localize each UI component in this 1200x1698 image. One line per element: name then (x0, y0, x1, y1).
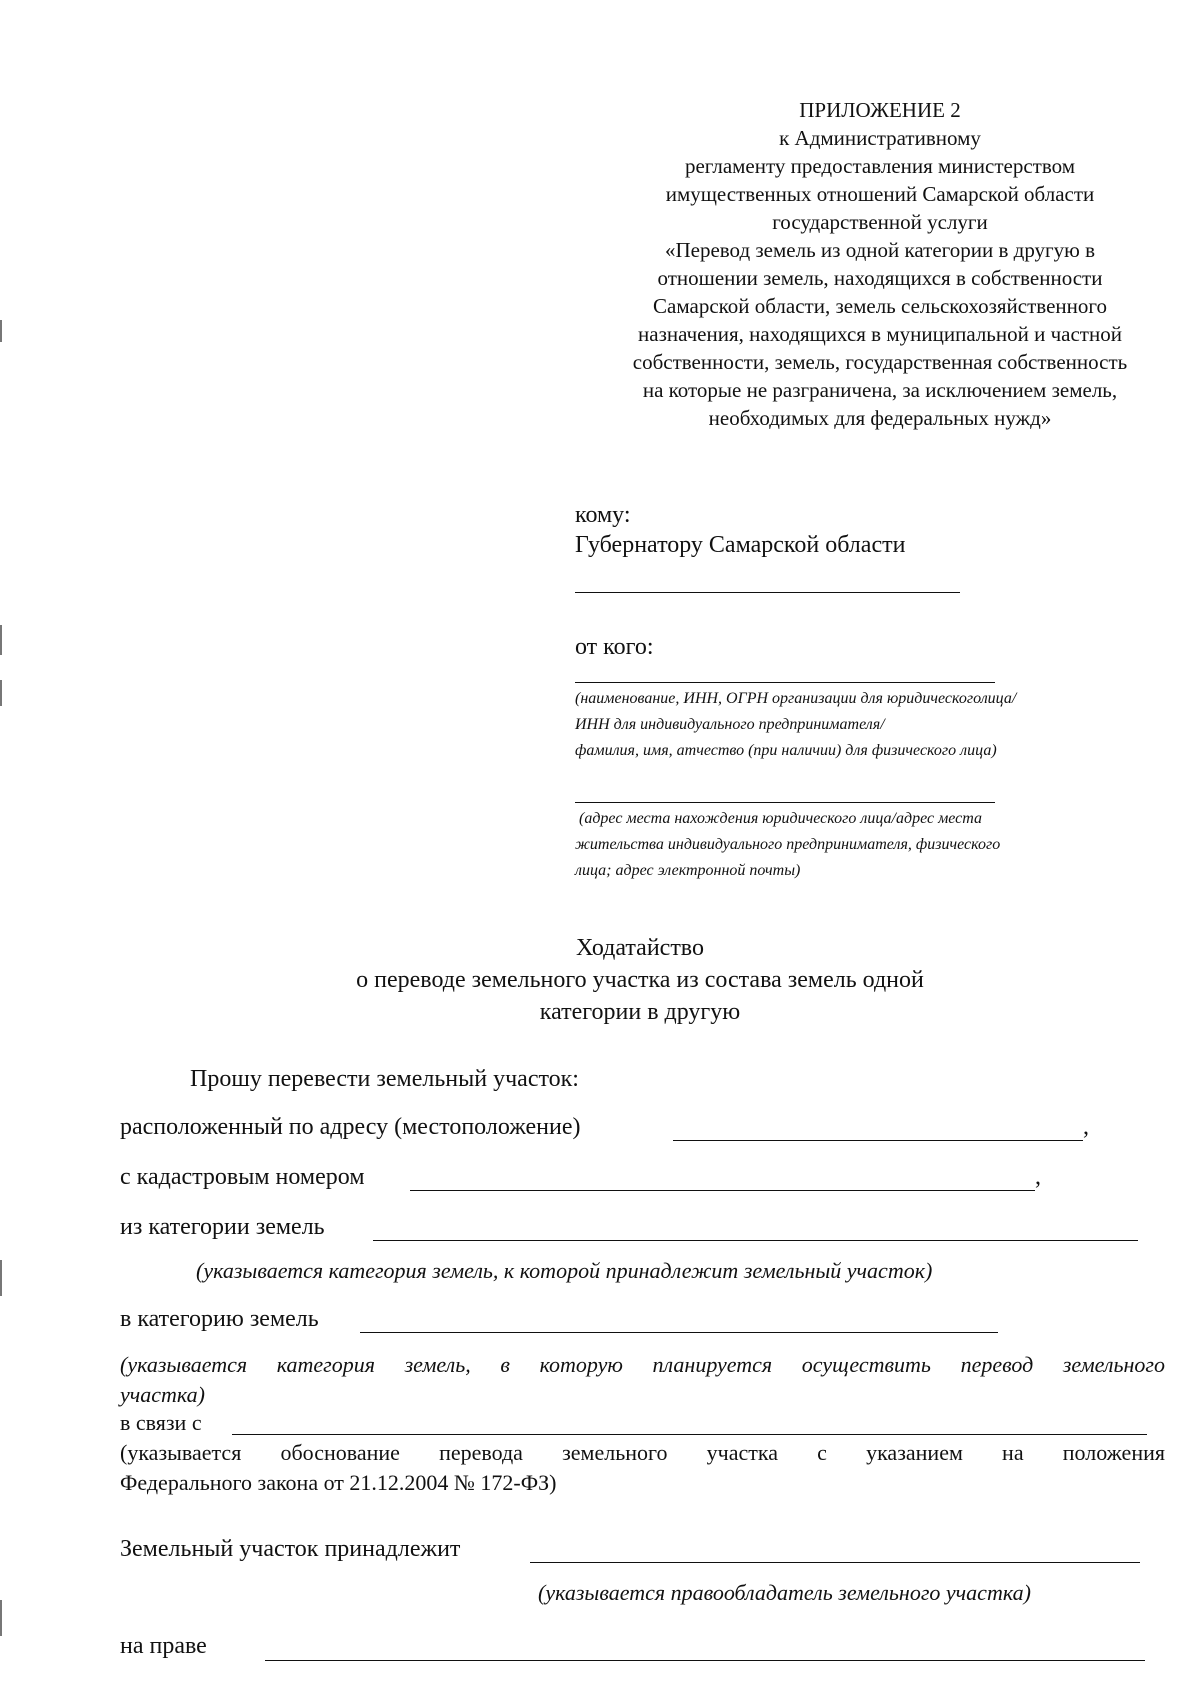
appendix-line: ПРИЛОЖЕНИЕ 2 (799, 98, 961, 122)
reason-label: в связи с (120, 1410, 202, 1435)
to-extra-line[interactable] (575, 592, 960, 593)
address-hint-line: (адрес места нахождения юридического лица/адрес места (575, 810, 983, 827)
to-category-hint: (указывается категория земель, в которую планируется осуществить перевод земельного (120, 1352, 1165, 1377)
reason-hint: (указывается обоснование перевода земельного участка с указанием на положения (120, 1440, 1165, 1465)
intro-text: Прошу перевести земельный участок: (190, 1066, 579, 1092)
document-title: Ходатайство (576, 935, 704, 961)
appendix-line: регламенту предоставления министерством (684, 154, 1076, 178)
to-category-label: в категорию земель (120, 1306, 319, 1332)
owner-hint: (указывается правообладатель земельного участка) (538, 1580, 1031, 1605)
from-hint (575, 686, 1016, 764)
scan-mark (0, 625, 2, 655)
from-label: от кого: (575, 634, 654, 660)
appendix-line: государственной услуги (772, 210, 988, 234)
from-hint-line: фамилия, имя, атчество (при наличии) для физического лица) (575, 742, 997, 759)
address-label: расположенный по адресу (местоположение) (120, 1114, 581, 1140)
to-value: Губернатору Самарской области (575, 532, 906, 558)
appendix-line: отношении земель, находящихся в собственности (657, 266, 1103, 290)
reason-input-line[interactable] (232, 1434, 1147, 1435)
from-category-input-line[interactable] (373, 1240, 1138, 1241)
address-hint (575, 806, 1000, 884)
address-hint-line: жительства индивидуального предпринимателя, физического (575, 836, 1001, 853)
scan-mark (0, 1260, 2, 1296)
to-category-hint-cont: участка) (120, 1382, 205, 1407)
from-category-hint: (указывается категория земель, к которой принадлежит земельный участок) (196, 1258, 933, 1283)
cadastral-label: с кадастровым номером (120, 1164, 365, 1190)
appendix-line: к Административному (779, 126, 981, 150)
to-category-input-line[interactable] (360, 1332, 998, 1333)
owner-input-line[interactable] (530, 1562, 1140, 1563)
from-hint-line: ИНН для индивидуального предпринимателя/ (575, 716, 885, 733)
right-input-line[interactable] (265, 1660, 1145, 1661)
scan-mark (0, 320, 2, 342)
to-label: кому: (575, 502, 631, 528)
address-hint-line: лица; адрес электронной почты) (575, 862, 801, 879)
from-name-line[interactable] (575, 682, 995, 683)
scan-mark (0, 680, 2, 706)
right-label: на праве (120, 1633, 207, 1659)
from-hint-line: (наименование, ИНН, ОГРН организации для юридическоголица/ (575, 690, 1017, 707)
from-category-label: из категории земель (120, 1214, 325, 1240)
document-subtitle: о переводе земельного участка из состава земель одной (356, 967, 924, 993)
reason-hint-cont: Федерального закона от 21.12.2004 № 172-ФЗ) (120, 1470, 557, 1495)
appendix-line: на которые не разграничена, за исключением земель, (642, 378, 1118, 402)
from-address-line[interactable] (575, 802, 995, 803)
comma: , (1083, 1114, 1089, 1140)
comma: , (1035, 1164, 1041, 1190)
appendix-line: Самарской области, земель сельскохозяйственного (653, 294, 1107, 318)
address-input-line[interactable] (673, 1140, 1083, 1141)
appendix-line: необходимых для федеральных нужд» (708, 406, 1052, 430)
document-subtitle: категории в другую (539, 999, 741, 1025)
scan-mark (0, 1600, 2, 1636)
appendix-line: имущественных отношений Самарской области (665, 182, 1095, 206)
cadastral-input-line[interactable] (410, 1190, 1035, 1191)
appendix-line: назначения, находящихся в муниципальной и частной (638, 322, 1122, 346)
appendix-line: собственности, земель, государственная собственность (632, 350, 1128, 374)
appendix-line: «Перевод земель из одной категории в другую в (664, 238, 1096, 262)
owner-label: Земельный участок принадлежит (120, 1536, 461, 1562)
